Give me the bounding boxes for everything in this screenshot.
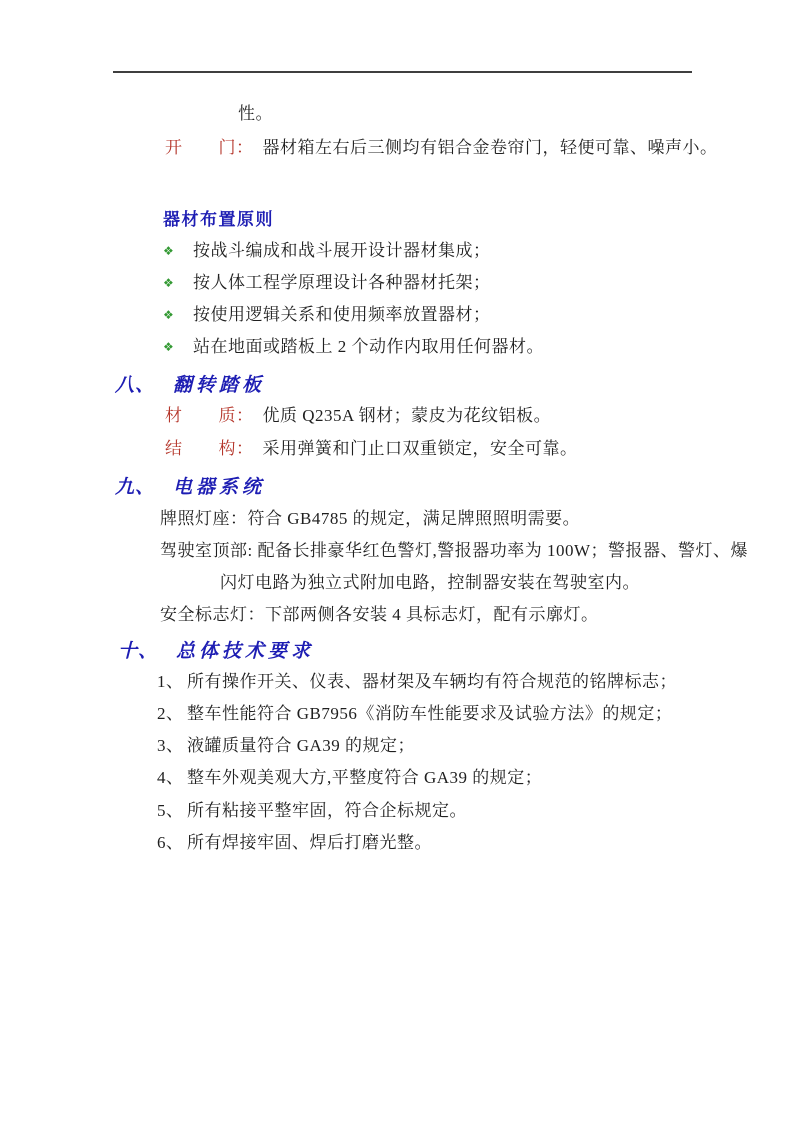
section-10-number: 十、	[118, 641, 159, 662]
requirement-item-text: 所有操作开关、仪表、器材架及车辆均有符合规范的铭牌标志；	[187, 672, 677, 691]
structure-text: 采用弹簧和门止口双重锁定，安全可靠。	[262, 439, 578, 458]
structure-row	[165, 437, 578, 460]
requirement-item-number: 5、	[157, 801, 184, 820]
requirement-item-text: 整车外观美观大方,平整度符合 GA39 的规定；	[187, 768, 543, 787]
requirement-item-number: 4、	[157, 768, 184, 787]
requirement-item	[157, 766, 542, 789]
section-10-title: 总体技术要求	[176, 641, 315, 662]
requirement-item-number: 1、	[157, 672, 184, 691]
cab-roof-paragraph-continuation: 闪灯电路为独立式附加电路，控制器安装在驾驶室内。	[220, 573, 640, 592]
requirement-item	[157, 831, 432, 854]
material-label-char1: 材	[165, 406, 183, 425]
section-8-title: 翻转踏板	[173, 375, 266, 396]
requirement-item	[157, 799, 467, 822]
principles-item-text: 按使用逻辑关系和使用频率放置器材；	[193, 305, 491, 324]
principles-item	[163, 335, 544, 359]
requirement-item-number: 3、	[157, 736, 184, 755]
requirement-item-number: 6、	[157, 833, 184, 852]
requirement-item	[157, 734, 415, 757]
diamond-bullet-icon: ❖	[163, 244, 175, 258]
open-door-label-char2: 门：	[218, 138, 254, 157]
diamond-bullet-icon: ❖	[163, 340, 175, 354]
section-9-number: 九、	[115, 477, 156, 498]
diamond-bullet-icon: ❖	[163, 308, 175, 322]
requirement-item-text: 整车性能符合 GB7956《消防车性能要求及试验方法》的规定；	[187, 704, 673, 723]
requirement-item-text: 液罐质量符合 GA39 的规定；	[187, 736, 416, 755]
header-rule	[113, 71, 692, 73]
section-8-number: 八、	[115, 375, 156, 396]
principles-item-text: 按人体工程学原理设计各种器材托架；	[193, 273, 491, 292]
material-text: 优质 Q235A 钢材；蒙皮为花纹铝板。	[262, 406, 552, 425]
principles-title: 器材布置原则	[163, 210, 274, 229]
principles-item	[163, 239, 491, 263]
principles-item-text: 站在地面或踏板上 2 个动作内取用任何器材。	[193, 337, 544, 356]
material-row	[165, 404, 551, 427]
requirement-item	[157, 670, 677, 693]
requirement-item-number: 2、	[157, 704, 184, 723]
continuation-text: 性。	[238, 104, 273, 123]
principles-item	[163, 271, 491, 295]
section-10-heading	[118, 636, 314, 663]
diamond-bullet-icon: ❖	[163, 276, 175, 290]
material-label-char2: 质：	[218, 406, 254, 425]
principles-item-text: 按战斗编成和战斗展开设计器材集成；	[193, 241, 491, 260]
open-door-line	[165, 136, 718, 159]
requirement-item	[157, 702, 672, 725]
section-9-heading	[115, 472, 265, 499]
requirement-item-text: 所有焊接牢固、焊后打磨光整。	[187, 833, 432, 852]
section-9-title: 电器系统	[173, 477, 266, 498]
structure-label-char1: 结	[165, 439, 183, 458]
principles-item	[163, 303, 491, 327]
requirement-item-text: 所有粘接平整牢固，符合企标规定。	[187, 801, 467, 820]
cab-roof-paragraph: 驾驶室顶部: 配备长排豪华红色警灯,警报器功率为 100W；警报器、警灯、爆	[160, 541, 749, 560]
section-8-heading	[115, 370, 265, 397]
license-lamp-paragraph: 牌照灯座：符合 GB4785 的规定，满足牌照照明需要。	[160, 509, 581, 528]
safety-lamp-paragraph: 安全标志灯：下部两侧各安装 4 具标志灯，配有示廓灯。	[160, 605, 599, 624]
structure-label-char2: 构：	[218, 439, 254, 458]
open-door-label-char1: 开	[165, 138, 183, 157]
open-door-text: 器材箱左右后三侧均有铝合金卷帘门，轻便可靠、噪声小。	[262, 138, 718, 157]
